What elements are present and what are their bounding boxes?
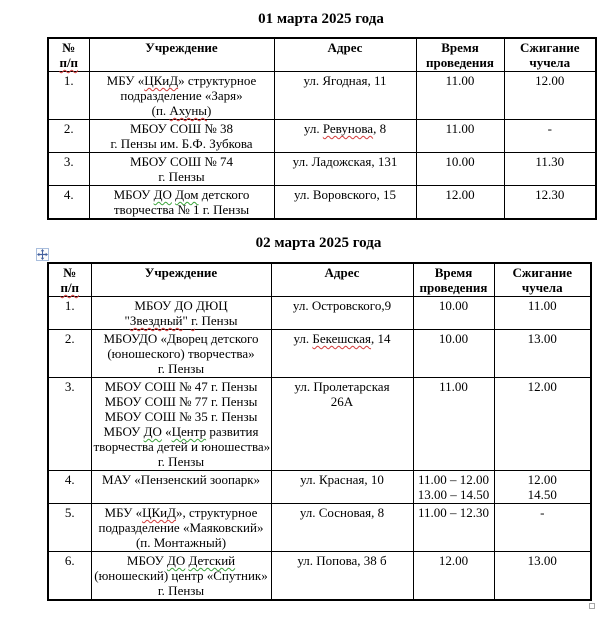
cell-line xyxy=(92,121,272,136)
cell-line xyxy=(51,553,89,568)
cell-line xyxy=(51,472,89,487)
table-cell xyxy=(271,378,413,471)
flagged-word: ДО xyxy=(166,553,186,568)
cell-line xyxy=(274,379,411,394)
table-cell xyxy=(413,297,494,330)
table-cell xyxy=(494,378,591,471)
text-segment: чучела xyxy=(521,280,563,295)
text-segment: 14.50 xyxy=(527,487,557,502)
cell-line xyxy=(497,379,589,394)
text-segment: 13.00 – 14.50 xyxy=(417,487,490,502)
table-header-cell xyxy=(274,38,416,72)
cell-line xyxy=(94,505,269,520)
table-cell xyxy=(91,297,271,330)
cell-line xyxy=(92,40,272,55)
table-header-row xyxy=(48,263,591,297)
text-segment: МБОУ СОШ № 74 xyxy=(129,154,234,169)
text-segment: МБОУ СОШ № 77 г. Пензы xyxy=(104,394,258,409)
cell-line xyxy=(277,73,414,88)
cell-line xyxy=(51,73,87,88)
cell-line xyxy=(51,331,89,346)
text-segment: 4. xyxy=(63,187,74,202)
text-segment: № xyxy=(63,265,77,280)
cell-line xyxy=(497,298,589,313)
flagged-word: ЦКиД xyxy=(144,73,179,88)
table-resize-handle-icon[interactable] xyxy=(589,603,595,609)
table-cell xyxy=(48,186,89,220)
text-segment: подразделение «Маяковский» xyxy=(98,520,264,535)
text-segment: 10.00 xyxy=(438,298,469,313)
cell-line xyxy=(92,88,272,103)
cell-line xyxy=(277,40,414,55)
cell-line xyxy=(51,505,89,520)
text-segment: № xyxy=(62,40,76,55)
text-segment: МБОУ СОШ № 38 xyxy=(129,121,234,136)
cell-line xyxy=(497,553,589,568)
schedule-table-march-1 xyxy=(47,37,597,220)
cell-line xyxy=(507,121,594,136)
text-segment: ул. Пролетарская xyxy=(294,379,390,394)
table-cell xyxy=(271,330,413,378)
table-cell xyxy=(413,552,494,601)
cell-line xyxy=(419,40,502,55)
date-title-march-2: 02 марта 2025 года xyxy=(255,235,382,251)
table-row xyxy=(48,297,591,330)
text-segment: ул. Ягодная, 11 xyxy=(303,73,387,88)
table-cell xyxy=(48,153,89,186)
cell-line xyxy=(94,409,269,424)
cell-line xyxy=(94,583,269,598)
table-cell xyxy=(91,378,271,471)
cell-line xyxy=(92,103,272,118)
table-cell xyxy=(89,120,274,153)
table-cell xyxy=(274,153,416,186)
text-segment: МБОУ xyxy=(126,553,167,568)
table-cell xyxy=(416,153,504,186)
cell-line xyxy=(507,55,594,70)
text-segment: 11.00 xyxy=(445,121,475,136)
text-segment: Адрес xyxy=(324,265,360,280)
text-segment: « xyxy=(161,424,172,439)
cell-line xyxy=(416,331,492,346)
text-segment: 12.00 xyxy=(438,553,469,568)
table-cell xyxy=(48,72,89,120)
table-header-cell xyxy=(416,38,504,72)
table-cell xyxy=(416,72,504,120)
cell-line xyxy=(92,136,272,151)
cell-line xyxy=(416,472,492,487)
schedule-table-march-2 xyxy=(47,262,592,601)
cell-line xyxy=(497,505,589,520)
cell-line xyxy=(507,40,594,55)
text-segment: 11.00 xyxy=(445,73,475,88)
text-segment: МБОУ xyxy=(103,424,144,439)
text-segment: - xyxy=(540,505,545,520)
text-segment: проведения xyxy=(426,55,494,70)
cell-line xyxy=(94,394,269,409)
text-segment: 4. xyxy=(64,472,75,487)
cell-line xyxy=(277,121,414,136)
table-cell xyxy=(48,120,89,153)
cell-line xyxy=(51,40,87,55)
text-segment: детского xyxy=(198,187,250,202)
text-segment: . Пензы xyxy=(194,313,238,328)
flagged-word: г xyxy=(191,313,195,328)
table-header-cell xyxy=(494,263,591,297)
cell-line xyxy=(51,121,87,136)
cell-line xyxy=(274,472,411,487)
text-segment: 11.00 xyxy=(439,379,468,394)
table-cell xyxy=(91,504,271,552)
text-segment: 10.00 xyxy=(445,154,475,169)
cell-line xyxy=(94,439,269,454)
text-segment: " xyxy=(182,313,192,328)
text-segment: ул. Ладожская, 131 xyxy=(292,154,398,169)
text-segment: МБОУДО «Дворец детского xyxy=(103,331,259,346)
cell-line xyxy=(416,298,492,313)
cell-line xyxy=(507,154,594,169)
table-cell xyxy=(48,471,91,504)
flagged-word: Бекешская xyxy=(312,331,372,346)
cell-line xyxy=(51,187,87,202)
table-cell xyxy=(274,72,416,120)
text-segment: - xyxy=(547,121,552,136)
cell-line xyxy=(416,505,492,520)
text-segment: Сжигание xyxy=(520,40,580,55)
text-segment: Адрес xyxy=(327,40,363,55)
text-segment: 5. xyxy=(64,505,75,520)
text-segment: 13.00 xyxy=(527,331,557,346)
table-row xyxy=(48,504,591,552)
cell-line xyxy=(94,553,269,568)
table-cell xyxy=(91,330,271,378)
move-cross-glyph xyxy=(37,249,48,260)
cell-line xyxy=(92,73,272,88)
cell-line xyxy=(416,553,492,568)
text-segment: чучела xyxy=(529,55,571,70)
table-cell xyxy=(416,186,504,220)
table-cell xyxy=(89,153,274,186)
cell-line xyxy=(419,121,502,136)
table-cell xyxy=(48,330,91,378)
cell-line xyxy=(94,331,269,346)
text-segment: Сжигание xyxy=(512,265,572,280)
cell-line xyxy=(507,187,594,202)
text-segment: 12.00 xyxy=(527,379,557,394)
table-wrap-march-1 xyxy=(47,37,595,220)
table-header-cell xyxy=(413,263,494,297)
table-cell xyxy=(504,120,596,153)
cell-line xyxy=(92,202,272,217)
table-header-cell xyxy=(48,263,91,297)
text-segment: 13.00 xyxy=(527,553,557,568)
cell-line xyxy=(92,187,272,202)
cell-line xyxy=(416,280,492,295)
cell-line xyxy=(51,298,89,313)
cell-line xyxy=(94,472,269,487)
cell-line xyxy=(497,265,589,280)
text-segment: " xyxy=(124,313,130,328)
cell-line xyxy=(92,169,272,184)
text-segment: 11.00 – 12.30 xyxy=(417,505,490,520)
text-segment: 1. xyxy=(63,73,74,88)
table-cell xyxy=(413,330,494,378)
cell-line xyxy=(277,187,414,202)
text-segment: г. Пензы им. Б.Ф. Зубкова xyxy=(110,136,253,151)
table-move-handle-icon[interactable] xyxy=(36,248,49,261)
cell-line xyxy=(416,265,492,280)
table-wrap-march-2 xyxy=(47,262,590,601)
text-segment: ул. Воровского, 15 xyxy=(293,187,397,202)
table-cell xyxy=(494,471,591,504)
table-cell xyxy=(48,297,91,330)
flagged-word: Дом xyxy=(175,187,199,202)
table-row xyxy=(48,153,596,186)
text-segment: творчества № 1 г. Пензы xyxy=(113,202,250,217)
flagged-word: Детский xyxy=(188,553,236,568)
cell-line xyxy=(94,424,269,439)
text-segment: подразделение «Заря» xyxy=(120,88,243,103)
cell-line xyxy=(94,535,269,550)
text-segment: 2. xyxy=(63,121,74,136)
text-segment: 26А xyxy=(330,394,354,409)
cell-line xyxy=(419,154,502,169)
text-segment: (юношеского) творчества» xyxy=(107,346,255,361)
table-cell xyxy=(48,552,91,601)
date-title-march-1: 01 марта 2025 года xyxy=(258,11,384,27)
table-row xyxy=(48,552,591,601)
text-segment: МБОУ СОШ № 35 г. Пензы xyxy=(104,409,258,424)
cell-line xyxy=(94,313,269,328)
table-cell xyxy=(504,153,596,186)
flagged-word: Ревунова xyxy=(322,121,374,136)
text-segment: развития xyxy=(206,424,259,439)
table-cell xyxy=(504,72,596,120)
cell-line xyxy=(419,73,502,88)
text-segment: ул. xyxy=(293,331,313,346)
text-segment: ул. Островского,9 xyxy=(292,298,392,313)
cell-line xyxy=(94,454,269,469)
text-segment: 6. xyxy=(64,553,75,568)
table-header-cell xyxy=(48,38,89,72)
text-segment: ул. xyxy=(303,121,323,136)
text-segment: г. Пензы xyxy=(158,169,205,184)
table-row xyxy=(48,120,596,153)
table-cell xyxy=(271,297,413,330)
text-segment: 3. xyxy=(63,154,74,169)
cell-line xyxy=(274,331,411,346)
table-cell xyxy=(91,552,271,601)
flagged-word: п/п xyxy=(60,280,80,295)
flagged-word: ЦКиД xyxy=(142,505,176,520)
table-row xyxy=(48,72,596,120)
text-segment: 12.00 xyxy=(535,73,565,88)
section-march-1 xyxy=(47,10,595,220)
text-segment: МБОУ СОШ № 47 г. Пензы xyxy=(104,379,258,394)
table-cell xyxy=(413,378,494,471)
flagged-word: п/п xyxy=(59,55,79,70)
flagged-word: ДО xyxy=(143,424,162,439)
cell-line xyxy=(274,553,411,568)
text-segment: г. Пензы xyxy=(157,361,205,376)
text-segment: 2. xyxy=(64,331,75,346)
text-segment: 11.00 xyxy=(527,298,557,313)
text-segment: Время xyxy=(434,265,473,280)
cell-line xyxy=(94,379,269,394)
text-segment: 11.00 – 12.00 xyxy=(417,472,490,487)
text-segment: ) xyxy=(207,103,212,118)
text-segment: 11.30 xyxy=(535,154,565,169)
table-header-cell xyxy=(271,263,413,297)
text-segment: ул. Красная, 10 xyxy=(300,472,384,487)
cell-line xyxy=(416,487,492,502)
table-cell xyxy=(89,72,274,120)
table-cell xyxy=(91,471,271,504)
cell-line xyxy=(94,520,269,535)
table-row xyxy=(48,330,591,378)
cell-line xyxy=(497,487,589,502)
flagged-word: Ахуны xyxy=(169,103,208,118)
flagged-word: ДО xyxy=(153,187,172,202)
text-segment: ул. Попова, 38 б xyxy=(297,553,387,568)
text-segment: , 14 xyxy=(371,331,391,346)
cell-line xyxy=(94,298,269,313)
table-row xyxy=(48,471,591,504)
cell-line xyxy=(274,265,411,280)
cell-line xyxy=(51,379,89,394)
text-segment: МАУ «Пензенский зоопарк» xyxy=(101,472,261,487)
cell-line xyxy=(419,187,502,202)
cell-line xyxy=(416,379,492,394)
cell-line xyxy=(94,568,269,583)
cell-line xyxy=(94,265,269,280)
text-segment: 3. xyxy=(64,379,75,394)
text-segment: проведения xyxy=(419,280,488,295)
cell-line xyxy=(274,505,411,520)
text-segment: 12.30 xyxy=(535,187,565,202)
cell-line xyxy=(507,73,594,88)
cell-line xyxy=(497,280,589,295)
table-cell xyxy=(48,504,91,552)
table-cell xyxy=(494,552,591,601)
table-cell xyxy=(494,504,591,552)
text-segment: (п. xyxy=(151,103,170,118)
text-segment: , 8 xyxy=(373,121,387,136)
text-segment: (юношеский) центр «Спутник» xyxy=(94,568,268,583)
text-segment: 10.00 xyxy=(438,331,469,346)
table-cell xyxy=(89,186,274,220)
text-segment: МБОУ xyxy=(113,187,154,202)
text-segment: 1. xyxy=(64,298,75,313)
table-cell xyxy=(48,378,91,471)
table-header-row xyxy=(48,38,596,72)
cell-line xyxy=(51,55,87,70)
cell-line xyxy=(419,55,502,70)
cell-line xyxy=(92,154,272,169)
text-segment: 12.00 xyxy=(445,187,475,202)
section-march-2 xyxy=(47,234,590,601)
table-cell xyxy=(274,186,416,220)
cell-line xyxy=(51,265,89,280)
text-segment: », структурное xyxy=(175,505,258,520)
table-cell xyxy=(413,504,494,552)
table-cell xyxy=(271,471,413,504)
text-segment: Учреждение xyxy=(145,40,218,55)
text-segment: » структурное xyxy=(178,73,257,88)
table-cell xyxy=(271,504,413,552)
text-segment: Учреждение xyxy=(144,265,218,280)
table-cell xyxy=(494,330,591,378)
table-cell xyxy=(271,552,413,601)
text-segment: МБУ « xyxy=(106,73,145,88)
text-segment: творчества детей и юношества» xyxy=(93,439,271,454)
cell-line xyxy=(51,280,89,295)
table-cell xyxy=(413,471,494,504)
table-header-cell xyxy=(89,38,274,72)
text-segment: (п. Монтажный) xyxy=(135,535,227,550)
table-cell xyxy=(416,120,504,153)
table-row xyxy=(48,186,596,220)
cell-line xyxy=(277,154,414,169)
flagged-word: Звездный xyxy=(129,313,183,328)
text-segment: МБОУ ДО ДЮЦ xyxy=(134,298,228,313)
text-segment: г. Пензы xyxy=(157,454,205,469)
cell-line xyxy=(94,346,269,361)
cell-line xyxy=(497,472,589,487)
text-segment: 12.00 xyxy=(527,472,557,487)
text-segment: г. Пензы xyxy=(157,583,205,598)
table-cell xyxy=(274,120,416,153)
cell-line xyxy=(497,331,589,346)
table-cell xyxy=(504,186,596,220)
cell-line xyxy=(274,394,411,409)
text-segment: Время xyxy=(441,40,479,55)
table-header-cell xyxy=(91,263,271,297)
table-header-cell xyxy=(504,38,596,72)
cell-line xyxy=(51,154,87,169)
text-segment: ул. Сосновая, 8 xyxy=(299,505,385,520)
table-row xyxy=(48,378,591,471)
cell-line xyxy=(274,298,411,313)
text-segment: МБУ « xyxy=(104,505,143,520)
cell-line xyxy=(94,361,269,376)
table-cell xyxy=(494,297,591,330)
flagged-word: Центр xyxy=(171,424,207,439)
